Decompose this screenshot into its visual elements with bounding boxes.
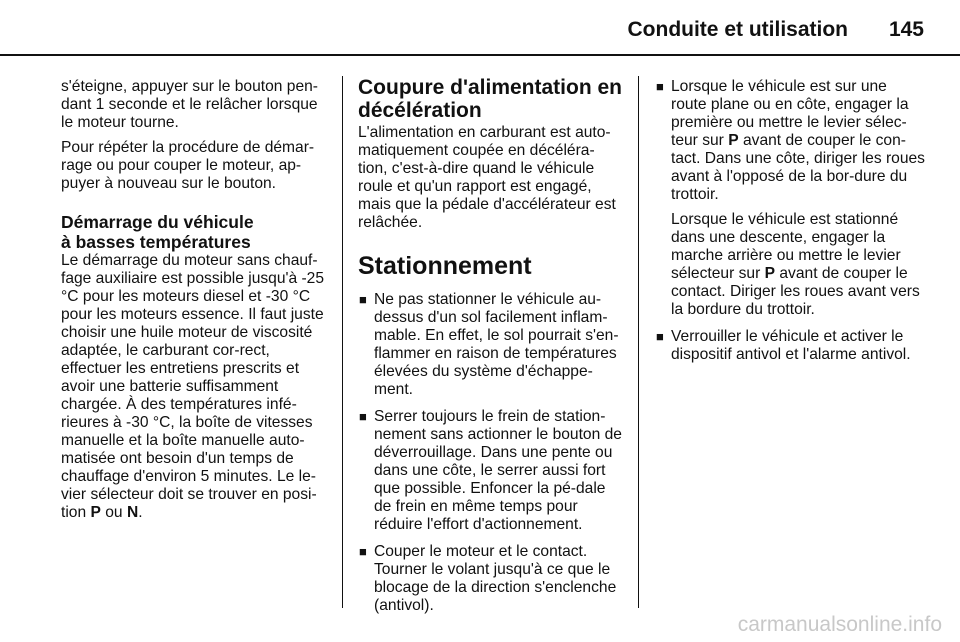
descent-text-a: Lorsque le véhicule est stationné dans une descente, engager la marche arrière ou mettre le levier sélecteur sur (671, 211, 901, 282)
cold-start-heading-line2: à basses températures (61, 232, 251, 252)
list-item-text: Serrer toujours le frein de station-nement sans actionner le bouton de déverrouillage. Dans une pente ou dans une côte, le serrer aussi fort que possible. Enfoncer la pé-dale de frein en même temps pour réduire l'effort d'actionnement. (374, 408, 622, 533)
position-p: P (728, 132, 739, 149)
list-item (358, 291, 624, 399)
intro-paragraph: s'éteigne, appuyer sur le bouton pen-dant 1 seconde et le relâcher lorsque le moteur tourne. (61, 78, 318, 131)
list-item-text: Ne pas stationner le véhicule au-dessus d'un sol facilement inflam-mable. En effet, le sol pourrait s'en-flammer en raison de températures élevées du système d'échappe-ment. (374, 291, 619, 398)
list-item (358, 543, 624, 615)
slope-text-b: avant de couper le con-tact. Dans une côte, diriger les roues avant à l'opposé de la bor-dure du trottoir. (671, 132, 925, 203)
column-divider (342, 76, 343, 608)
column-2 (358, 78, 624, 624)
bullet-icon: ■ (359, 409, 367, 424)
bullet-icon: ■ (359, 292, 367, 307)
descent-text-b: avant de couper le contact. Diriger les roues avant vers la bordure du trottoir. (671, 265, 920, 318)
list-item-text: Couper le moteur et le contact. Tourner le volant jusqu'à ce que le blocage de la direction s'enclenche (antivol). (374, 543, 617, 614)
or-text: ou (105, 504, 123, 521)
cold-start-paragraph (61, 252, 329, 522)
page-number: 145 (888, 18, 924, 41)
watermark: carmanualsonline.info (737, 613, 942, 636)
position-p: P (764, 265, 776, 282)
list-item-text (671, 78, 925, 204)
cold-start-heading (61, 212, 329, 252)
bullet-icon: ■ (359, 544, 367, 559)
fuel-cutoff-heading: Coupure d'alimentation en décélération (358, 76, 623, 122)
fuel-cutoff-paragraph: L'alimentation en carburant est auto-matiquement coupée en décéléra-tion, c'est-à-dire quand le véhicule roule et qu'un rapport est engagé, mais que la pédale d'accélérateur est relâchée. (358, 124, 616, 231)
parking-list (358, 291, 624, 615)
column-3 (655, 78, 925, 373)
parking-section-title: Stationnement (358, 252, 532, 280)
list-item-text (671, 211, 925, 319)
header-rule (0, 54, 960, 56)
period: . (138, 504, 143, 521)
list-item (655, 328, 925, 364)
slope-text-a: Lorsque le véhicule est sur une route plane ou en côte, engager la première ou mettre le levier sélec-teur sur (671, 78, 909, 149)
position-n: N (126, 504, 139, 521)
column-1 (61, 78, 329, 529)
parking-list-continued (655, 78, 925, 364)
list-item (358, 408, 624, 534)
cold-start-text: Le démarrage du moteur sans chauf-fage auxiliaire est possible jusqu'à -25 °C pour les moteurs diesel et -30 °C pour les moteurs essence. Il faut juste choisir une huile moteur de viscosité adaptée, le carburant cor-rect, effectuer les entretiens prescrits et avoir une batterie suffisamment chargée. À des températures infé-rieures à -30 °C, la boîte de vitesses manuelle et la boîte manuelle auto-matisée ont besoin d'un temps de chauffage d'environ 5 minutes. Le le-vier sélecteur doit se trouver en posi-tion (61, 252, 325, 521)
repeat-paragraph: Pour répéter la procédure de démar-rage ou pour couper le moteur, ap-puyer à nouveau sur le bouton. (61, 139, 315, 192)
bullet-icon: ■ (656, 329, 664, 344)
bullet-icon: ■ (656, 79, 664, 94)
list-item-text: Verrouiller le véhicule et activer le dispositif antivol et l'alarme antivol. (671, 328, 911, 363)
position-p: P (90, 504, 101, 521)
page-header-title: Conduite et utilisation (627, 18, 848, 41)
list-item (655, 78, 925, 319)
column-divider (638, 76, 639, 608)
cold-start-heading-line1: Démarrage du véhicule (61, 212, 254, 232)
